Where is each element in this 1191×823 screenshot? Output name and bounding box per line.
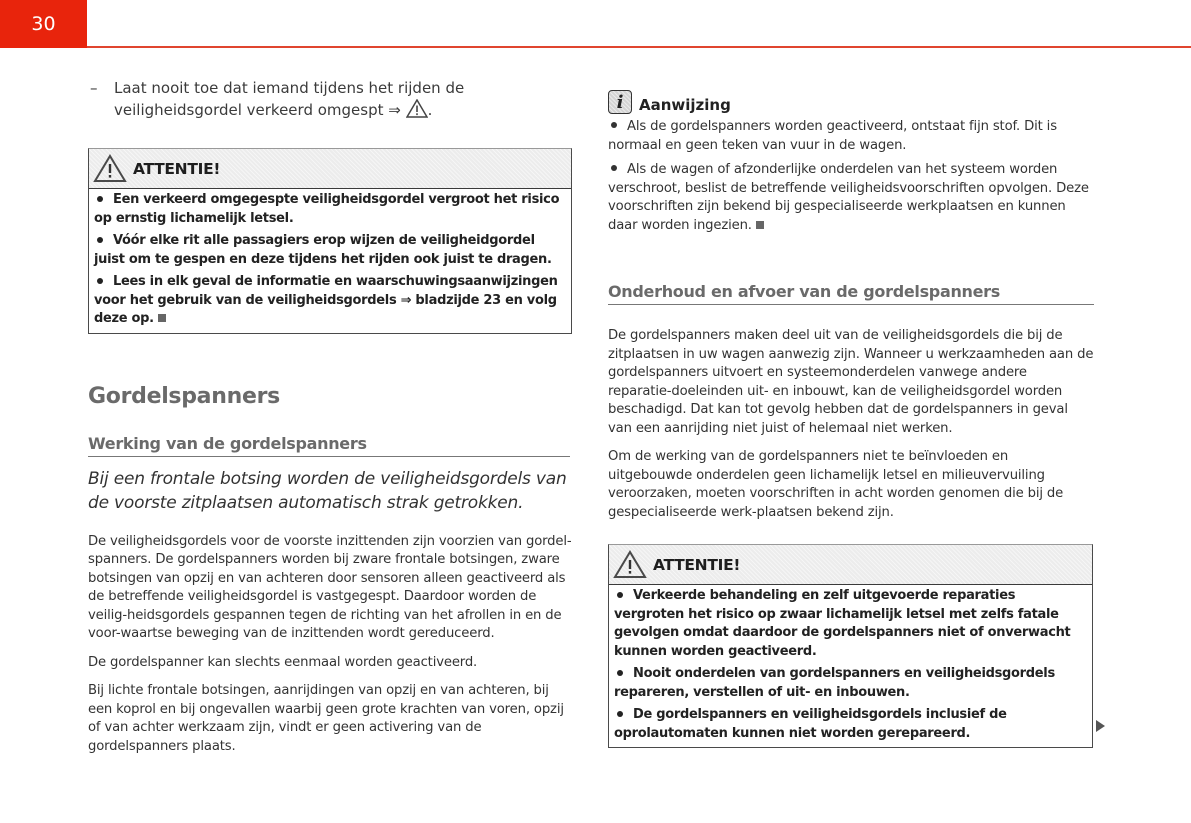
bullet-icon xyxy=(97,278,103,284)
bullet-icon xyxy=(97,237,103,243)
instruction-text: Laat nooit toe dat iemand tijdens het rijden de veiligheidsgordel verkeerd omgespt ⇒ . xyxy=(114,79,465,119)
attentie-title: ATTENTIE! xyxy=(653,555,741,574)
bullet-icon xyxy=(617,670,623,676)
body-paragraph: Om de werking van de gordelspanners niet te beïnvloeden en uitgebouwde onderdelen geen lichamelijk letsel en milieuvervuiling veroorzaken, moeten voorschriften in acht worden genomen die bij de gespecialiseerde werk-plaatsen bekend zijn. xyxy=(608,449,1064,520)
subsection-title: Onderhoud en afvoer van de gordelspanners xyxy=(608,282,1094,305)
attentie-box-left xyxy=(88,148,572,334)
body-paragraph: De veiligheidsgordels voor de voorste inzittenden zijn voorzien van gordel-spanners. De gordelspanners worden bij zware frontale botsingen, zware botsingen van opzij en van achteren door sensoren alleen geactiveerd als de betreffende veiligheidsgordel is vastgegespt. Daardoor worden de veilig-heidsgordels gespannen tegen de richting van het afrollen in en de voor-waartse beweging van de inzittenden wordt gereduceerd. xyxy=(88,533,572,641)
attentie-header xyxy=(609,545,1092,585)
attentie-box-right xyxy=(608,544,1093,748)
bullet-icon xyxy=(617,592,623,598)
attentie-item: Lees in elk geval de informatie en waarschuwingsaanwijzingen voor het gebruik van de veiligheidsgordels ⇒ bladzijde 23 en volg deze op. xyxy=(94,274,558,326)
attentie-item: Een verkeerd omgegespte veiligheidsgordel vergroot het risico op ernstig lichamelijk letsel. xyxy=(94,192,560,226)
note-title: Aanwijzing xyxy=(639,96,731,114)
header-rule xyxy=(87,46,1191,48)
end-of-section-icon xyxy=(158,314,166,322)
right-column xyxy=(608,86,1094,748)
attentie-header xyxy=(89,149,571,189)
page-number-text: 30 xyxy=(31,13,56,35)
note-block xyxy=(608,86,1094,235)
left-column xyxy=(88,78,572,756)
body-paragraph: De gordelspanners maken deel uit van de veiligheidsgordels die bij de zitplaatsen in uw wagen aanwezig zijn. Wanneer u werkzaamheden aan de gordelspanners uitvoert en systeemonderdelen vanwege andere reparatie-doeleinden uit- en inbouwt, kan de veiligheidsgordel worden beschadigd. Dat kan tot gevolg hebben dat de gordelspanners in geval van een aanrijding niet juist of helemaal niet werken. xyxy=(608,328,1094,436)
bullet-icon xyxy=(611,122,617,128)
attentie-list xyxy=(89,189,571,333)
section-title: Gordelspanners xyxy=(88,383,280,409)
page-number xyxy=(0,0,87,48)
attentie-title: ATTENTIE! xyxy=(133,159,221,178)
reference-arrow: ⇒ xyxy=(388,101,401,119)
bullet-icon xyxy=(611,165,617,171)
bullet-icon xyxy=(617,711,623,717)
body-paragraph: Bij lichte frontale botsingen, aanrijdingen van opzij en van achteren, bij een koprol en bij ongevallen waarbij geen grote krachten van voren, opzij of van achter werkzaam zijn, vindt er geen activering van de gordelspanners plaats. xyxy=(88,683,564,754)
info-icon: i xyxy=(608,90,632,114)
note-item: Als de wagen of afzonderlijke onderdelen van het systeem worden verschroot, beslist de betreffende veiligheidsvoorschriften opvolgen. Deze voorschriften zijn bekend bij gespecialiseerde werkplaatsen en kunnen daar worden ingezien. xyxy=(608,162,1089,233)
warning-triangle-icon xyxy=(93,154,127,183)
instruction-item xyxy=(88,78,572,121)
note-item: Als de gordelspanners worden geactiveerd, ontstaat fijn stof. Dit is normaal en geen teken van vuur in de wagen. xyxy=(608,119,1057,153)
body-paragraph: De gordelspanner kan slechts eenmaal worden geactiveerd. xyxy=(88,654,478,670)
dash-marker: – xyxy=(90,79,98,97)
attentie-item: Verkeerde behandeling en zelf uitgevoerde reparaties vergroten het risico op zwaar lichamelijk letsel met zelfs fatale gevolgen omdat daardoor de gordelspanners niet of onverwacht kunnen worden geactiveerd. xyxy=(614,588,1071,659)
attentie-list xyxy=(609,585,1092,747)
continue-arrow-icon xyxy=(1096,720,1105,732)
bullet-icon xyxy=(97,196,103,202)
note-header xyxy=(608,86,1094,114)
subsection-title: Werking van de gordelspanners xyxy=(88,434,570,457)
lead-paragraph: Bij een frontale botsing worden de veiligheidsgordels van de voorste zitplaatsen automatisch strak getrokken. xyxy=(88,468,567,513)
attentie-item: Nooit onderdelen van gordelspanners en veiligheidsgordels repareren, verstellen of uit- en inbouwen. xyxy=(614,666,1055,700)
attentie-item: Vóór elke rit alle passagiers erop wijzen de veiligheidgordel juist om te gespen en deze tijdens het rijden ook juist te dragen. xyxy=(94,233,552,267)
warning-triangle-icon xyxy=(406,99,428,118)
end-of-section-icon xyxy=(756,221,764,229)
attentie-item: De gordelspanners en veiligheidsgordels inclusief de oprolautomaten kunnen niet worden gerepareerd. xyxy=(614,707,1007,741)
warning-triangle-icon xyxy=(613,550,647,579)
